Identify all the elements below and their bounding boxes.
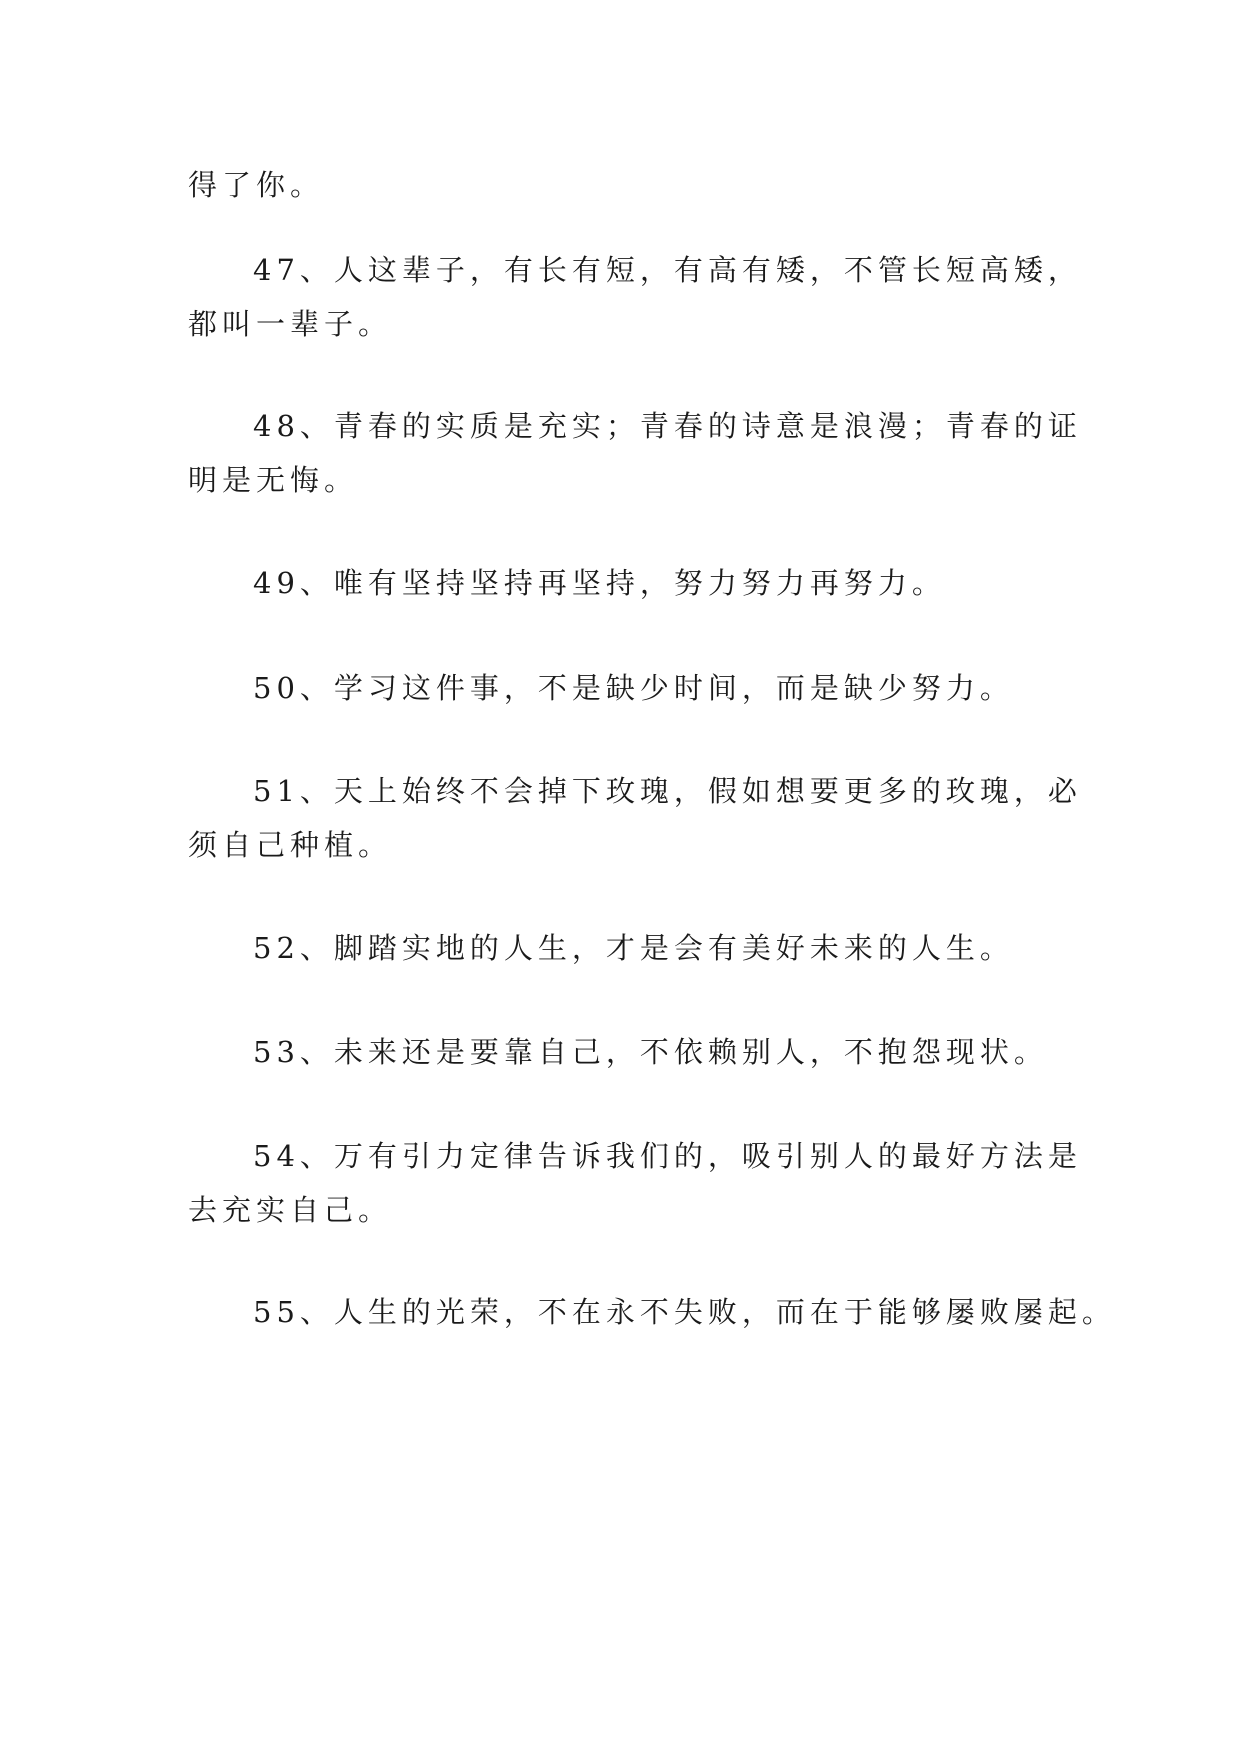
text-line: 得了你。	[188, 168, 325, 202]
text-line: 47、人这辈子，有长有短，有高有矮，不管长短高矮，	[253, 253, 1082, 287]
text-line: 49、唯有坚持坚持再坚持，努力努力再努力。	[253, 566, 946, 600]
text-line: 54、万有引力定律告诉我们的，吸引别人的最好方法是	[253, 1139, 1082, 1173]
text-line: 明是无悔。	[188, 463, 359, 497]
text-line: 52、脚踏实地的人生，才是会有美好未来的人生。	[253, 931, 1014, 965]
text-line: 50、学习这件事，不是缺少时间，而是缺少努力。	[253, 671, 1014, 705]
text-line: 48、青春的实质是充实；青春的诗意是浪漫；青春的证	[253, 409, 1082, 443]
text-line: 须自己种植。	[188, 828, 393, 862]
text-line: 55、人生的光荣，不在永不失败，而在于能够屡败屡起。	[253, 1295, 1116, 1329]
text-line: 51、天上始终不会掉下玫瑰，假如想要更多的玫瑰，必	[253, 774, 1082, 808]
text-line: 53、未来还是要靠自己，不依赖别人，不抱怨现状。	[253, 1035, 1048, 1069]
text-line: 去充实自己。	[188, 1193, 393, 1227]
text-line: 都叫一辈子。	[188, 307, 393, 341]
